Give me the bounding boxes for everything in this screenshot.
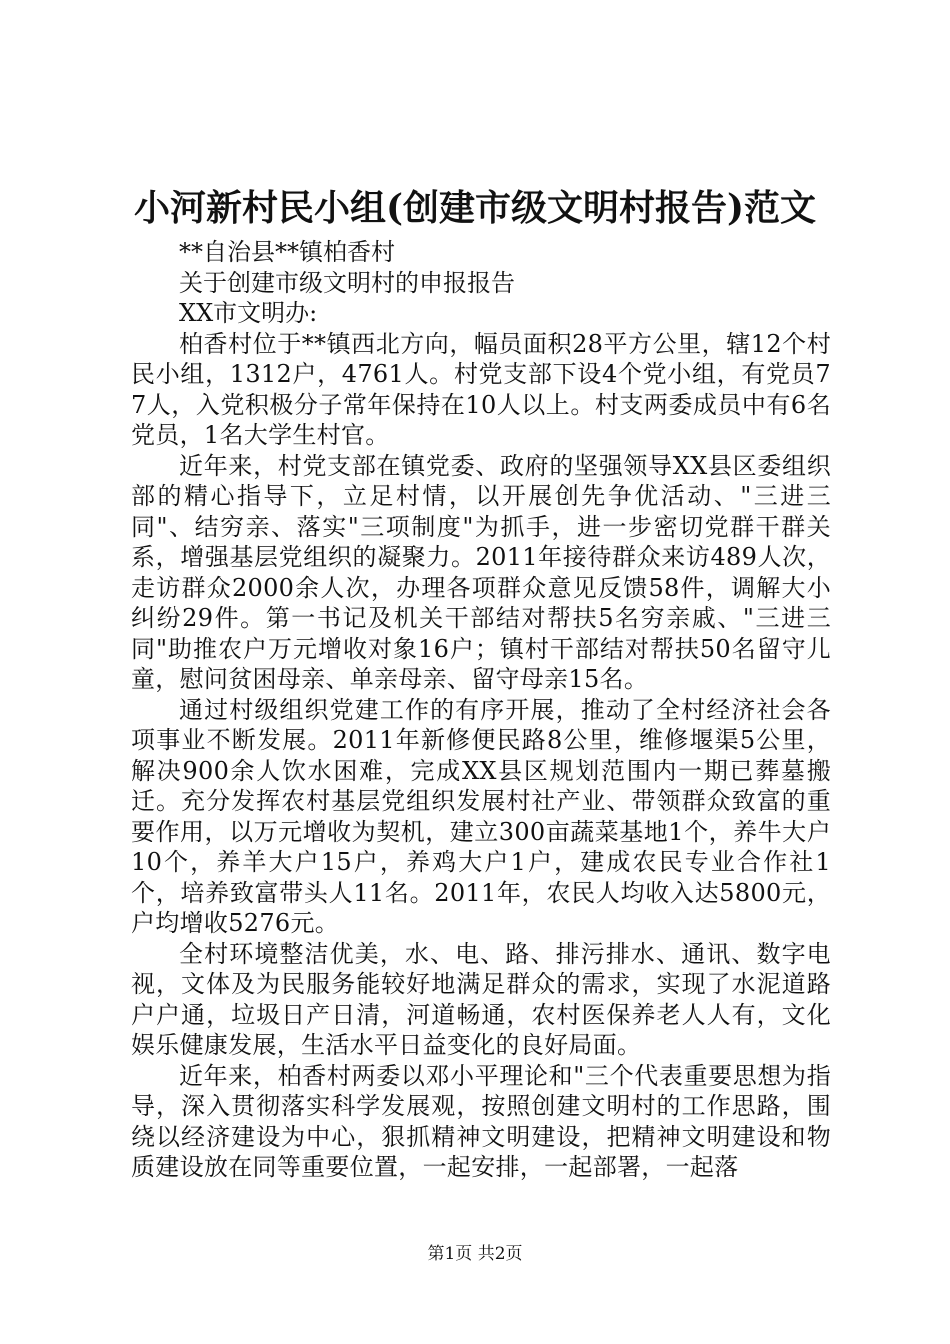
paragraph-village-overview: 柏香村位于**镇西北方向，幅员面积28平方公里，辖12个村民小组，1312户，4761人。村党支部下设4个党小组，有党员77人，入党积极分子常年保持在10人以上。村支两委成员中有6名党员，1名大学生村官。 <box>131 329 831 449</box>
paragraph-civilization-building: 近年来，柏香村两委以邓小平理论和"三个代表重要思想为指导，深入贯彻落实科学发展观，按照创建文明村的工作思路，围绕以经济建设为中心，狠抓精神文明建设，把精神文明建设和物质建设放在同等重要位置，一起安排，一起部署，一起落 <box>131 1061 831 1181</box>
recipient-line: XX市文明办: <box>179 299 318 327</box>
paragraph-party-work: 近年来，村党支部在镇党委、政府的坚强领导XX县区委组织部的精心指导下，立足村情，以开展创先争优活动、"三进三同"、结穷亲、落实"三项制度"为抓手，进一步密切党群干群关系，增强基层党组织的凝聚力。2011年接待群众来访489人次，走访群众2000余人次，办理各项群众意见反馈58件，调解大小纠纷29件。第一书记及机关干部结对帮扶5名穷亲戚、"三进三同"助推农户万元增收对象16户；镇村干部结对帮扶50名留守儿童，慰问贫困母亲、单亲母亲、留守母亲15名。 <box>131 451 831 693</box>
report-subject-line: 关于创建市级文明村的申报报告 <box>179 268 515 297</box>
village-name-line: **自治县**镇柏香村 <box>179 238 395 266</box>
paragraph-environment: 全村环境整洁优美，水、电、路、排污排水、通讯、数字电视，文体及为民服务能较好地满足群众的需求，实现了水泥道路户户通，垃圾日产日清，河道畅通，农村医保养老人人有，文化娱乐健康发展，生活水平日益变化的良好局面。 <box>131 939 831 1059</box>
paragraph-economic-development: 通过村级组织党建工作的有序开展，推动了全村经济社会各项事业不断发展。2011年新修便民路8公里，维修堰渠5公里，解决900余人饮水困难，完成XX县区规划范围内一期已葬墓搬迁。充分发挥农村基层党组织发展村社产业、带领群众致富的重要作用，以万元增收为契机，建立300亩蔬菜基地1个，养牛大户10个，养羊大户15户，养鸡大户1户，建成农民专业合作社1个，培养致富带头人11名。2011年，农民人均收入达5800元，户均增收5276元。 <box>131 695 831 937</box>
document-title: 小河新村民小组(创建市级文明村报告)范文 <box>133 187 817 229</box>
page-number-footer: 第1页 共2页 <box>427 1244 523 1264</box>
document-body <box>131 237 831 1183</box>
